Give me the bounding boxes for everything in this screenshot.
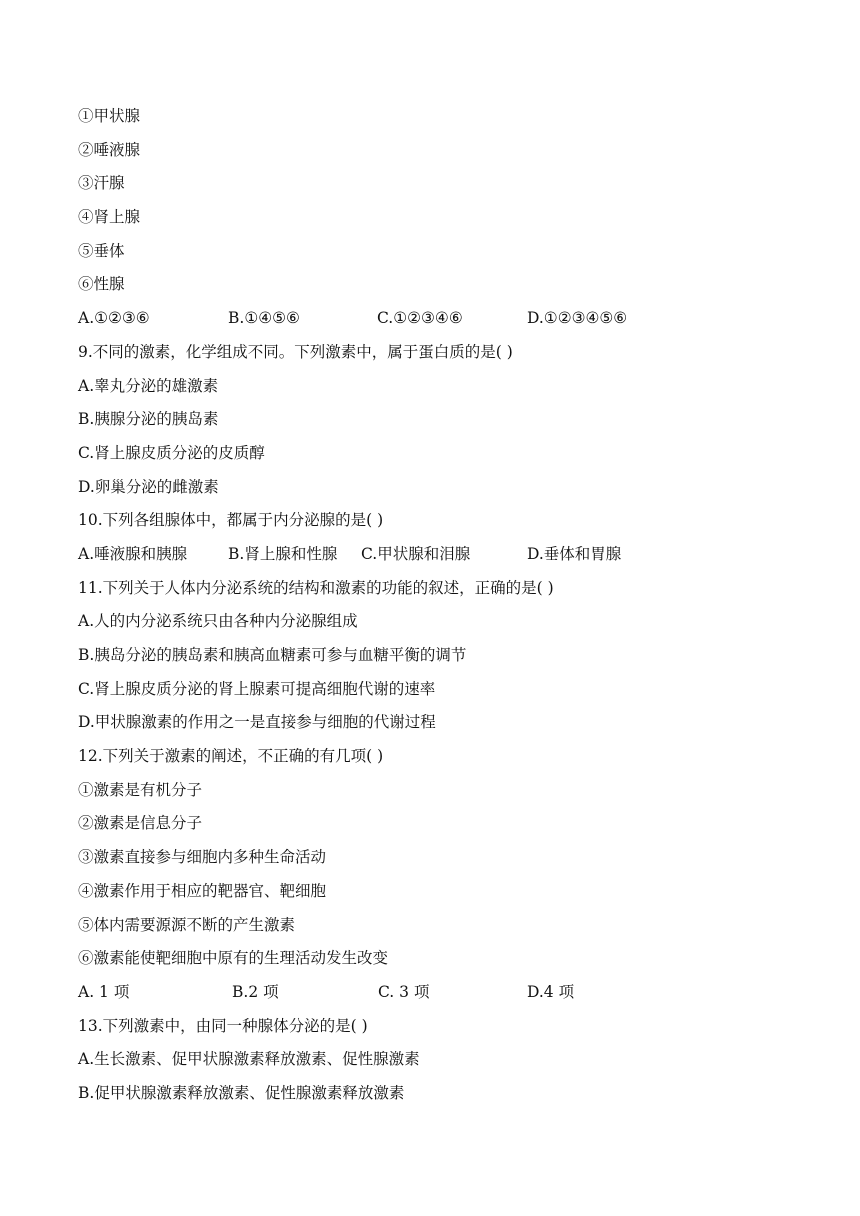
q10-option-c: C.甲状腺和泪腺	[361, 544, 471, 563]
q8-item-5: ⑤垂体	[78, 241, 125, 260]
q12-item-1: ①激素是有机分子	[78, 780, 203, 799]
q11-option-a: A.人的内分泌系统只由各种内分泌腺组成	[78, 612, 358, 631]
q12-item-4: ④激素作用于相应的靶器官、靶细胞	[78, 881, 327, 900]
q10-option-a: A.唾液腺和胰腺	[78, 544, 188, 563]
q12-option-c: C. 3 项	[378, 982, 430, 1001]
q10-option-b: B.肾上腺和性腺	[228, 544, 338, 563]
q9-option-b: B.胰腺分泌的胰岛素	[78, 410, 219, 429]
q8-option-a: A.①②③⑥	[78, 309, 150, 328]
q8-item-3: ③汗腺	[78, 174, 125, 193]
q8-item-1: ①甲状腺	[78, 107, 141, 125]
q8-option-b: B.①④⑤⑥	[228, 309, 300, 328]
q10-stem: 10.下列各组腺体中，都属于内分泌腺的是( )	[78, 511, 384, 530]
q11-option-c: C.肾上腺皮质分泌的肾上腺素可提高细胞代谢的速率	[78, 679, 436, 698]
q8-item-4: ④肾上腺	[78, 208, 141, 227]
document-page	[78, 103, 778, 1114]
q8-item-2: ②唾液腺	[78, 140, 141, 159]
q12-item-5: ⑤体内需要源源不断的产生激素	[78, 915, 296, 934]
q12-item-2: ②激素是信息分子	[78, 814, 203, 833]
q13-stem: 13.下列激素中，由同一种腺体分泌的是( )	[78, 1016, 368, 1035]
q12-item-6: ⑥激素能使靶细胞中原有的生理活动发生改变	[78, 949, 389, 968]
q8-option-d: D.①②③④⑤⑥	[527, 309, 628, 328]
q11-option-d: D.甲状腺激素的作用之一是直接参与细胞的代谢过程	[78, 713, 436, 732]
q11-stem: 11.下列关于人体内分泌系统的结构和激素的功能的叙述，正确的是( )	[78, 578, 554, 597]
q9-option-c: C.肾上腺皮质分泌的皮质醇	[78, 443, 265, 462]
q13-option-b: B.促甲状腺激素释放激素、促性腺激素释放激素	[78, 1083, 405, 1102]
q12-stem: 12.下列关于激素的阐述，不正确的有几项( )	[78, 747, 384, 766]
q8-option-c: C.①②③④⑥	[377, 309, 463, 328]
q12-option-a: A. 1 项	[78, 982, 130, 1001]
q10-option-d: D.垂体和胃腺	[527, 544, 622, 563]
q9-option-d: D.卵巢分泌的雌激素	[78, 477, 219, 496]
q10-options	[78, 541, 778, 575]
q12-item-3: ③激素直接参与细胞内多种生命活动	[78, 848, 327, 867]
q12-option-d: D.4 项	[527, 982, 575, 1001]
q8-item-6: ⑥性腺	[78, 275, 125, 294]
q8-options	[78, 305, 778, 339]
q9-option-a: A.睾丸分泌的雄激素	[78, 376, 219, 395]
q12-option-b: B.2 项	[232, 982, 279, 1001]
q12-options	[78, 979, 778, 1013]
q9-stem: 9.不同的激素，化学组成不同。下列激素中，属于蛋白质的是( )	[78, 342, 513, 361]
q13-option-a: A.生长激素、促甲状腺激素释放激素、促性腺激素	[78, 1050, 420, 1069]
q11-option-b: B.胰岛分泌的胰岛素和胰高血糖素可参与血糖平衡的调节	[78, 646, 467, 664]
